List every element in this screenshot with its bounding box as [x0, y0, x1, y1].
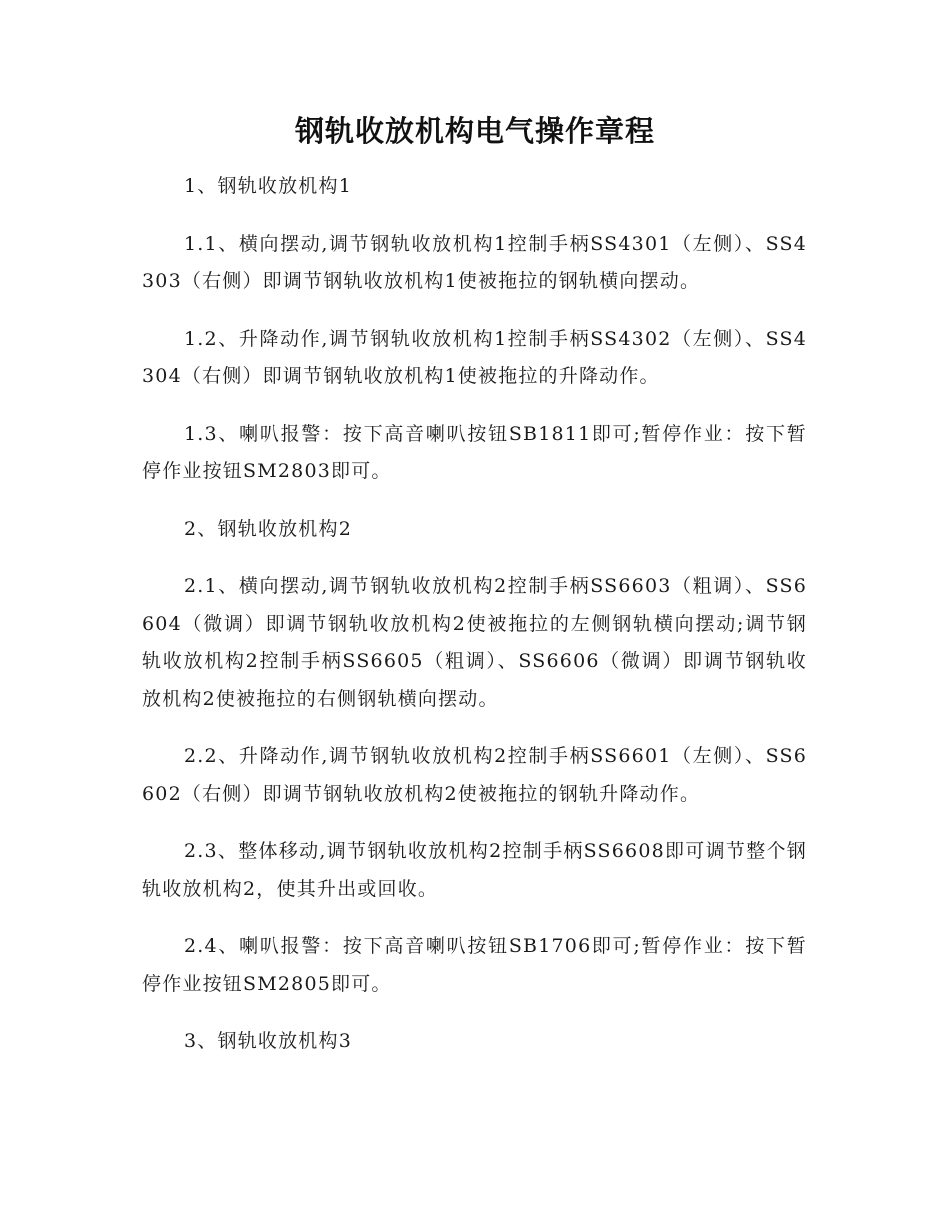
section-heading-3: 3、钢轨收放机构3	[184, 1030, 352, 1052]
paragraph-1-3: 1.3、喇叭报警：按下高音喇叭按钮SB1811即可;暂停作业：按下暂停作业按钮SM2803即可。	[142, 422, 807, 482]
paragraph-1-2: 1.2、升降动作,调节钢轨收放机构1控制手柄SS4302（左侧）、SS4304（右侧）即调节钢轨收放机构1使被拖拉的升降动作。	[142, 327, 807, 387]
document-body	[142, 168, 807, 1081]
section-heading-2: 2、钢轨收放机构2	[184, 517, 352, 540]
document-title: 钢轨收放机构电气操作章程	[294, 114, 655, 148]
paragraph-2-3: 2.3、整体移动,调节钢轨收放机构2控制手柄SS6608即可调节整个钢轨收放机构2，使其升出或回收。	[142, 840, 807, 900]
paragraph-2-4: 2.4、喇叭报警：按下高音喇叭按钮SB1706即可;暂停作业：按下暂停作业按钮SM2805即可。	[142, 935, 807, 995]
section-heading-1: 1、钢轨收放机构1	[184, 175, 352, 197]
paragraph-2-1: 2.1、横向摆动,调节钢轨收放机构2控制手柄SS6603（粗调）、SS6604（微调）即调节钢轨收放机构2使被拖拉的左侧钢轨横向摆动;调节钢轨收放机构2控制手柄SS6605（粗调）、SS6606（微调）即调节钢轨收放机构2使被拖拉的右侧钢轨横向摆动。	[142, 575, 807, 710]
paragraph-1-1: 1.1、横向摆动,调节钢轨收放机构1控制手柄SS4301（左侧）、SS4303（右侧）即调节钢轨收放机构1使被拖拉的钢轨横向摆动。	[142, 232, 807, 292]
paragraph-2-2: 2.2、升降动作,调节钢轨收放机构2控制手柄SS6601（左侧）、SS6602（右侧）即调节钢轨收放机构2使被拖拉的钢轨升降动作。	[142, 745, 807, 805]
